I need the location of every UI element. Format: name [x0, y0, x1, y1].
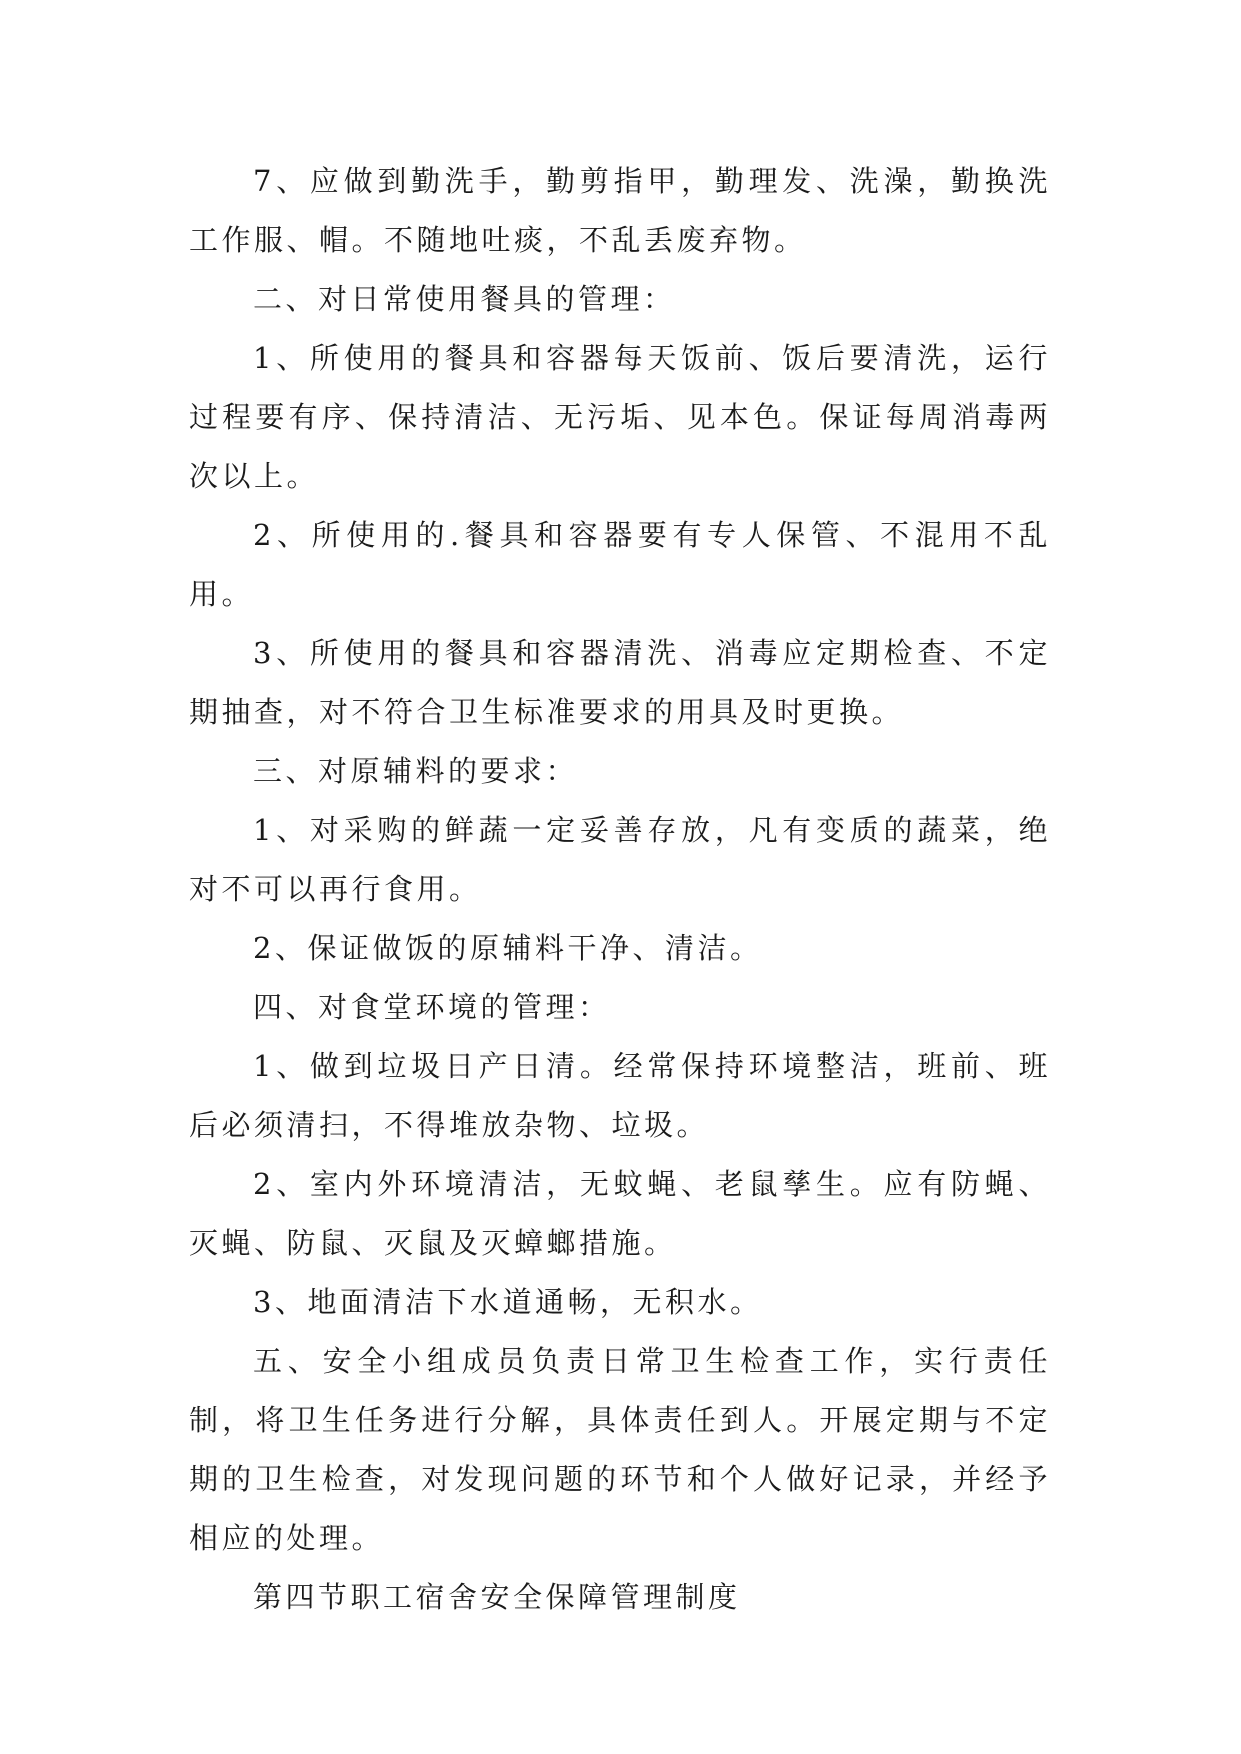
- paragraph-tableware-item-3: 3、所使用的餐具和容器清洗、消毒应定期检查、不定期抽查，对不符合卫生标准要求的用具及时更换。: [189, 636, 1051, 729]
- paragraph-tableware-item-2: 2、所使用的.餐具和容器要有专人保管、不混用不乱用。: [189, 518, 1051, 611]
- section-heading-environment: 四、对食堂环境的管理：: [253, 990, 611, 1024]
- paragraph-tableware-item-1: 1、所使用的餐具和容器每天饭前、饭后要清洗，运行过程要有序、保持清洁、无污垢、见本色。保证每周消毒两次以上。: [189, 341, 1051, 493]
- paragraph-environment-item-3: 3、地面清洁下水道通畅，无积水。: [253, 1285, 763, 1319]
- paragraph-environment-item-2: 2、室内外环境清洁，无蚊蝇、老鼠孳生。应有防蝇、灭蝇、防鼠、灭鼠及灭蟑螂措施。: [189, 1167, 1051, 1260]
- paragraph-hygiene-item-7: 7、应做到勤洗手，勤剪指甲，勤理发、洗澡，勤换洗工作服、帽。不随地吐痰，不乱丢废弃物。: [189, 164, 1051, 257]
- paragraph-materials-item-1: 1、对采购的鲜蔬一定妥善存放，凡有变质的蔬菜，绝对不可以再行食用。: [189, 813, 1051, 906]
- section-heading-dormitory: 第四节职工宿舍安全保障管理制度: [253, 1580, 741, 1614]
- section-heading-tableware: 二、对日常使用餐具的管理：: [253, 282, 676, 316]
- paragraph-safety-group: 五、安全小组成员负责日常卫生检查工作，实行责任制，将卫生任务进行分解，具体责任到人。开展定期与不定期的卫生检查，对发现问题的环节和个人做好记录，并经予相应的处理。: [189, 1344, 1051, 1555]
- paragraph-materials-item-2: 2、保证做饭的原辅料干净、清洁。: [253, 931, 763, 965]
- document-body: [189, 152, 1051, 1627]
- section-heading-raw-materials: 三、对原辅料的要求：: [253, 754, 579, 788]
- paragraph-environment-item-1: 1、做到垃圾日产日清。经常保持环境整洁，班前、班后必须清扫，不得堆放杂物、垃圾。: [189, 1049, 1051, 1142]
